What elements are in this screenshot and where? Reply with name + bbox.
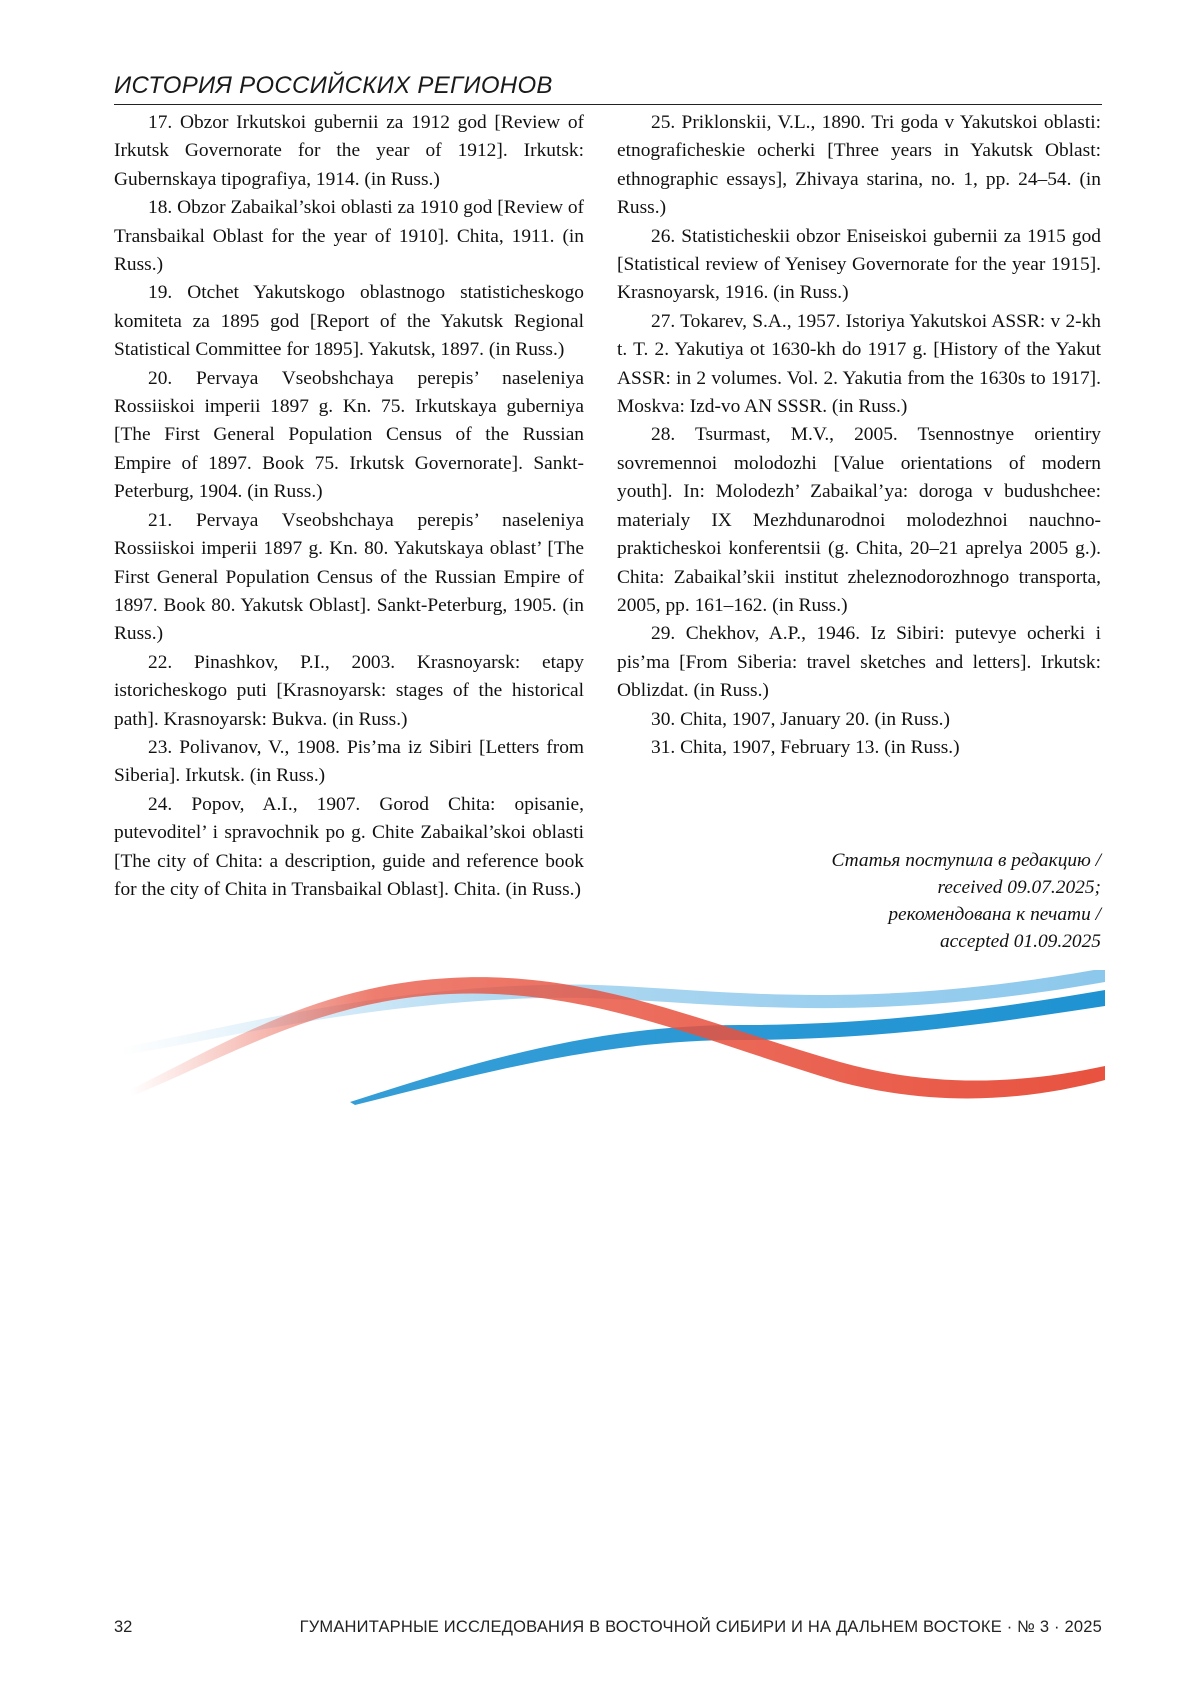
reference-item: 27. Tokarev, S.A., 1957. Istoriya Yakutskoi ASSR: v 2-kh t. T. 2. Yakutiya ot 1630-kh do 1917 g. [History of the Yakut ASSR: in 2 volumes. Vol. 2. Yakutia from the 1630s to 1917]. Moskva: Izd-vo AN SSSR. (in Russ.) — [617, 310, 1101, 418]
reference-item: 28. Tsurmast, M.V., 2005. Tsennostnye orientiry sovremennoi molodozhi [Value orientations of modern youth]. In: Molodezh’ Zabaikal’ya: doroga v budushchee: materialy IX Mezhdunarodnoi molodezhnoi nauchno-prakticheskoi konferentsii (g. Chita, 20–21 aprelya 2005 g.). Chita: Zabaikal’skii institut zheleznodorozhnogo transporta, 2005, pp. 161–162. (in Russ.) — [617, 424, 1101, 616]
reference-item: 20. Pervaya Vseobshchaya perepis’ naseleniya Rossiiskoi imperii 1897 g. Kn. 75. Irkutskaya guberniya [The First General Population Census of the Russian Empire of 1897. Book 75. Irkutsk Governorate]. Sankt-Peterburg, 1904. (in Russ.) — [114, 367, 584, 503]
reference-item: 31. Chita, 1907, February 13. (in Russ.) — [651, 736, 960, 758]
accepted-label-ru: рекомендована к печати / — [888, 904, 1101, 925]
received-label-ru: Статья поступила в редакцию / — [831, 850, 1101, 871]
references-right-column — [617, 109, 1101, 762]
header-rule — [114, 104, 1102, 105]
received-date: received 09.07.2025; — [937, 877, 1101, 898]
page-number: 32 — [114, 1618, 133, 1636]
journal-title: ГУМАНИТАРНЫЕ ИССЛЕДОВАНИЯ В ВОСТОЧНОЙ СИБИРИ И НА ДАЛЬНЕМ ВОСТОКЕ · № 3 · 2025 — [299, 1618, 1102, 1636]
reference-item: 23. Polivanov, V., 1908. Pis’ma iz Sibiri [Letters from Siberia]. Irkutsk. (in Russ.) — [114, 736, 584, 787]
reference-item: 29. Chekhov, A.P., 1946. Iz Sibiri: putevye ocherki i pis’ma [From Siberia: travel sketches and letters]. Irkutsk: Oblizdat. (in Russ.) — [617, 623, 1101, 702]
reference-item: 18. Obzor Zabaikal’skoi oblasti za 1910 god [Review of Transbaikal Oblast for the year of 1910]. Chita, 1911. (in Russ.) — [114, 197, 584, 276]
reference-item: 25. Priklonskii, V.L., 1890. Tri goda v Yakutskoi oblasti: etnograficheskie ocherki [Three years in Yakutsk Oblast: ethnographic essays], Zhivaya starina, no. 1, pp. 24–54. (in Russ.) — [617, 112, 1101, 219]
decorative-wave-ribbon — [120, 970, 1105, 1105]
reference-item: 30. Chita, 1907, January 20. (in Russ.) — [651, 708, 950, 730]
references-left-column — [114, 109, 584, 904]
received-accepted-note — [721, 847, 1101, 955]
reference-item: 26. Statisticheskii obzor Eniseiskoi gubernii za 1915 god [Statistical review of Yenisey Governorate for the year 1915]. Krasnoyarsk, 1916. (in Russ.) — [617, 225, 1101, 304]
reference-item: 21. Pervaya Vseobshchaya perepis’ naseleniya Rossiiskoi imperii 1897 g. Kn. 80. Yakutskaya oblast’ [The First General Population Census of the Russian Empire of 1897. Book 80. Yakutsk Oblast]. Sankt-Peterburg, 1905. (in Russ.) — [114, 509, 584, 645]
reference-item: 19. Otchet Yakutskogo oblastnogo statisticheskogo komiteta za 1895 god [Report of the Yakutsk Regional Statistical Committee for 1895]. Yakutsk, 1897. (in Russ.) — [114, 282, 584, 361]
reference-item: 24. Popov, A.I., 1907. Gorod Chita: opisanie, putevoditel’ i spravochnik po g. Chite Zabaikal’skoi oblasti [The city of Chita: a description, guide and reference book for the city of Chita in Transbaikal Oblast]. Chita. (in Russ.) — [114, 793, 584, 900]
running-header-title: ИСТОРИЯ РОССИЙСКИХ РЕГИОНОВ — [114, 72, 553, 99]
accepted-date: accepted 01.09.2025 — [939, 931, 1101, 952]
reference-item: 17. Obzor Irkutskoi gubernii za 1912 god [Review of Irkutsk Governorate for the year of 1912]. Irkutsk: Gubernskaya tipografiya, 1914. (in Russ.) — [114, 112, 584, 190]
reference-item: 22. Pinashkov, P.I., 2003. Krasnoyarsk: etapy istoricheskogo puti [Krasnoyarsk: stages of the historical path]. Krasnoyarsk: Bukva. (in Russ.) — [114, 651, 584, 730]
